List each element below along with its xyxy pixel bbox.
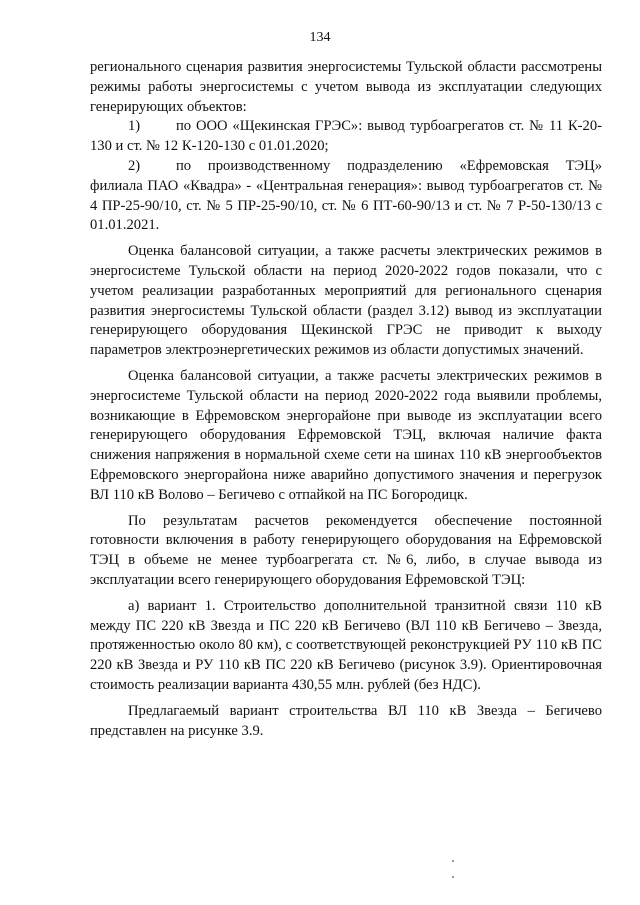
list-item-text: по ООО «Щекинская ГРЭС»: вывод турбоагрегатов ст. № 11 К-20-130 и ст. № 12 К-120-130 с 01.01.2020; [90, 118, 602, 155]
list-item-number: 1) [128, 118, 141, 135]
paragraph-efremov-assessment: Оценка балансовой ситуации, а также расчеты электрических режимов в энергосистеме Тульской области на период 2020-2022 года выявили проблемы, возникающие в Ефремовском энергорайоне при выводе из эксплуатации всего генерирующего оборудования Ефремовской ТЭЦ, включая наличие факта снижения напряжения в нормальной схеме сети на шинах 110 кВ энергообъектов Ефремовского энергорайона ниже аварийно допустимого значения и перегрузок ВЛ 110 кВ Волово – Бегичево с отпайкой на ПС Богородицк. [90, 367, 602, 503]
intro-paragraph: регионального сценария развития энергосистемы Тульской области рассмотрены режимы работы энергосистемы с учетом вывода из эксплуатации следующих генерирующих объектов: [90, 59, 602, 115]
list-item-text: по производственному подразделению «Ефремовская ТЭЦ» филиала ПАО «Квадра» - «Центральная генерация»: вывод турбоагрегатов ст. № 4 ПР-25-90/10, ст. № 5 ПР-25-90/10, ст. № 6 ПТ-60-90/13 и ст. № 7 Р-50-130/13 с 01.01.2021. [90, 157, 602, 234]
paragraph-recommendation: По результатам расчетов рекомендуется обеспечение постоянной готовности включения в работу генерирующего оборудования на Ефремовской ТЭЦ в объеме не менее турбоагрегата ст. №6, либо, в случае вывода из эксплуатации всего генерирующего оборудования Ефремовской ТЭЦ: [90, 512, 602, 588]
paragraph-figure-reference: Предлагаемый вариант строительства ВЛ 110 кВ Звезда – Бегичево представлен на рисунке 3.9. [90, 702, 602, 739]
page-number: 134 [309, 30, 331, 45]
scan-speck [452, 876, 454, 878]
document-body [90, 58, 602, 741]
list-item-number: 2) [128, 157, 141, 174]
list-item-2 [90, 157, 602, 236]
variant-1-paragraph: а) вариант 1. Строительство дополнительной транзитной связи 110 кВ между ПС 220 кВ Звезда и ПС 220 кВ Бегичево (ВЛ 110 кВ Бегичево – Звезда, протяженностью около 80 км), с соответствующей реконструкцией РУ 110 кВ ПС 220 кВ Звезда и РУ 110 кВ ПС 220 кВ Бегичево (рисунок 3.9). Ориентировочная стоимость реализации варианта 430,55 млн. рублей (без НДС). [90, 597, 602, 693]
list-item-1 [90, 117, 602, 157]
scan-speck [452, 860, 454, 862]
paragraph-shchekino-assessment: Оценка балансовой ситуации, а также расчеты электрических режимов в энергосистеме Тульской области на период 2020-2022 годов показали, что с учетом реализации разработанных мероприятий для регионального сценария развития энергосистемы Тульской области (раздел 3.12) вывод из эксплуатации генерирующего оборудования Щекинской ГРЭС не приводит к выходу параметров электроэнергетических режимов из области допустимых значений. [90, 243, 602, 359]
